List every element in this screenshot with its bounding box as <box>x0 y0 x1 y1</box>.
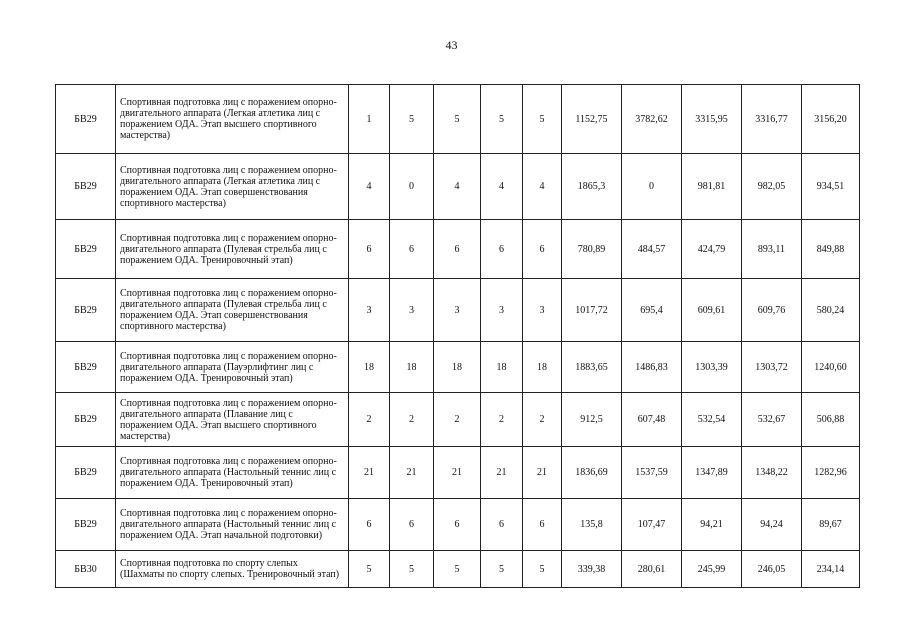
row-code: БВ29 <box>56 393 116 447</box>
cell-count: 2 <box>523 393 562 447</box>
table-row <box>56 499 860 551</box>
row-description: Спортивная подготовка лиц с поражением опорно-двигательного аппарата (Пауэрлифтинг лиц с поражением ОДА. Тренировочный этап) <box>116 342 349 393</box>
cell-count: 3 <box>390 279 434 342</box>
row-description: Спортивная подготовка лиц с поражением опорно-двигательного аппарата (Легкая атлетика лиц с поражением ОДА. Этап высшего спортивного мастерства) <box>116 85 349 154</box>
cell-value: 695,4 <box>622 279 682 342</box>
cell-value: 1836,69 <box>562 447 622 499</box>
cell-count: 4 <box>481 154 523 220</box>
cell-value: 245,99 <box>682 551 742 588</box>
cell-value: 3315,95 <box>682 85 742 154</box>
row-code: БВ29 <box>56 499 116 551</box>
cell-count: 6 <box>523 220 562 279</box>
cell-count: 21 <box>434 447 481 499</box>
cell-count: 2 <box>434 393 481 447</box>
cell-value: 107,47 <box>622 499 682 551</box>
cell-value: 339,38 <box>562 551 622 588</box>
table-row <box>56 551 860 588</box>
cell-value: 1348,22 <box>742 447 802 499</box>
row-description: Спортивная подготовка лиц с поражением опорно-двигательного аппарата (Плавание лиц с поражением ОДА. Этап высшего спортивного мастерства) <box>116 393 349 447</box>
row-code: БВ29 <box>56 154 116 220</box>
cell-count: 2 <box>390 393 434 447</box>
cell-count: 1 <box>349 85 390 154</box>
cell-count: 21 <box>523 447 562 499</box>
cell-count: 0 <box>390 154 434 220</box>
cell-count: 6 <box>434 499 481 551</box>
cell-value: 1486,83 <box>622 342 682 393</box>
cell-count: 5 <box>481 85 523 154</box>
row-description: Спортивная подготовка лиц с поражением опорно-двигательного аппарата (Легкая атлетика лиц с поражением ОДА. Этап совершенствования спортивного мастерства) <box>116 154 349 220</box>
table-row <box>56 279 860 342</box>
cell-count: 6 <box>349 499 390 551</box>
cell-value: 1240,60 <box>802 342 860 393</box>
cell-count: 3 <box>481 279 523 342</box>
cell-count: 6 <box>523 499 562 551</box>
cell-value: 849,88 <box>802 220 860 279</box>
cell-count: 3 <box>349 279 390 342</box>
cell-value: 1865,3 <box>562 154 622 220</box>
cell-value: 609,76 <box>742 279 802 342</box>
cell-value: 532,54 <box>682 393 742 447</box>
table-row <box>56 220 860 279</box>
cell-value: 934,51 <box>802 154 860 220</box>
row-description: Спортивная подготовка лиц с поражением опорно-двигательного аппарата (Настольный теннис лиц с поражением ОДА. Тренировочный этап) <box>116 447 349 499</box>
table-row <box>56 85 860 154</box>
cell-count: 18 <box>523 342 562 393</box>
cell-value: 3156,20 <box>802 85 860 154</box>
table-row <box>56 447 860 499</box>
row-code: БВ29 <box>56 220 116 279</box>
cell-count: 6 <box>390 220 434 279</box>
cell-value: 484,57 <box>622 220 682 279</box>
cell-count: 5 <box>523 85 562 154</box>
cell-count: 6 <box>349 220 390 279</box>
cell-value: 94,21 <box>682 499 742 551</box>
cell-count: 3 <box>523 279 562 342</box>
cell-value: 981,81 <box>682 154 742 220</box>
cell-count: 2 <box>481 393 523 447</box>
row-description: Спортивная подготовка лиц с поражением опорно-двигательного аппарата (Пулевая стрельба лиц с поражением ОДА. Этап совершенствования спортивного мастерства) <box>116 279 349 342</box>
cell-value: 424,79 <box>682 220 742 279</box>
cell-value: 580,24 <box>802 279 860 342</box>
cell-count: 6 <box>434 220 481 279</box>
cell-value: 1537,59 <box>622 447 682 499</box>
cell-value: 89,67 <box>802 499 860 551</box>
cell-value: 1152,75 <box>562 85 622 154</box>
cell-count: 18 <box>390 342 434 393</box>
cell-value: 1282,96 <box>802 447 860 499</box>
cell-value: 246,05 <box>742 551 802 588</box>
cell-value: 1883,65 <box>562 342 622 393</box>
cell-value: 506,88 <box>802 393 860 447</box>
cell-count: 5 <box>434 551 481 588</box>
cell-count: 21 <box>481 447 523 499</box>
cell-value: 1303,39 <box>682 342 742 393</box>
cell-count: 18 <box>481 342 523 393</box>
cell-count: 21 <box>349 447 390 499</box>
services-table <box>55 84 860 588</box>
cell-value: 1303,72 <box>742 342 802 393</box>
cell-count: 6 <box>481 499 523 551</box>
row-code: БВ29 <box>56 85 116 154</box>
cell-count: 6 <box>390 499 434 551</box>
cell-value: 607,48 <box>622 393 682 447</box>
row-description: Спортивная подготовка лиц с поражением опорно-двигательного аппарата (Пулевая стрельба лиц с поражением ОДА. Тренировочный этап) <box>116 220 349 279</box>
cell-count: 3 <box>434 279 481 342</box>
cell-value: 982,05 <box>742 154 802 220</box>
cell-value: 1017,72 <box>562 279 622 342</box>
cell-value: 135,8 <box>562 499 622 551</box>
cell-count: 5 <box>390 551 434 588</box>
cell-value: 3782,62 <box>622 85 682 154</box>
cell-value: 893,11 <box>742 220 802 279</box>
row-code: БВ30 <box>56 551 116 588</box>
row-description: Спортивная подготовка лиц с поражением опорно-двигательного аппарата (Настольный теннис лиц с поражением ОДА. Этап начальной подготовки) <box>116 499 349 551</box>
cell-count: 21 <box>390 447 434 499</box>
table-row <box>56 393 860 447</box>
cell-value: 94,24 <box>742 499 802 551</box>
cell-count: 5 <box>481 551 523 588</box>
cell-value: 609,61 <box>682 279 742 342</box>
cell-count: 4 <box>349 154 390 220</box>
cell-value: 532,67 <box>742 393 802 447</box>
row-code: БВ29 <box>56 447 116 499</box>
cell-count: 5 <box>349 551 390 588</box>
cell-count: 18 <box>434 342 481 393</box>
cell-value: 234,14 <box>802 551 860 588</box>
cell-count: 2 <box>349 393 390 447</box>
cell-count: 5 <box>390 85 434 154</box>
page-number: 43 <box>445 38 458 52</box>
cell-value: 780,89 <box>562 220 622 279</box>
cell-value: 3316,77 <box>742 85 802 154</box>
cell-count: 6 <box>481 220 523 279</box>
row-code: БВ29 <box>56 342 116 393</box>
row-code: БВ29 <box>56 279 116 342</box>
cell-count: 4 <box>523 154 562 220</box>
cell-count: 18 <box>349 342 390 393</box>
cell-value: 1347,89 <box>682 447 742 499</box>
cell-value: 0 <box>622 154 682 220</box>
cell-value: 912,5 <box>562 393 622 447</box>
cell-count: 4 <box>434 154 481 220</box>
cell-count: 5 <box>523 551 562 588</box>
table-row <box>56 154 860 220</box>
cell-count: 5 <box>434 85 481 154</box>
table-row <box>56 342 860 393</box>
cell-value: 280,61 <box>622 551 682 588</box>
row-description: Спортивная подготовка по спорту слепых (Шахматы по спорту слепых. Тренировочный этап) <box>116 551 349 588</box>
